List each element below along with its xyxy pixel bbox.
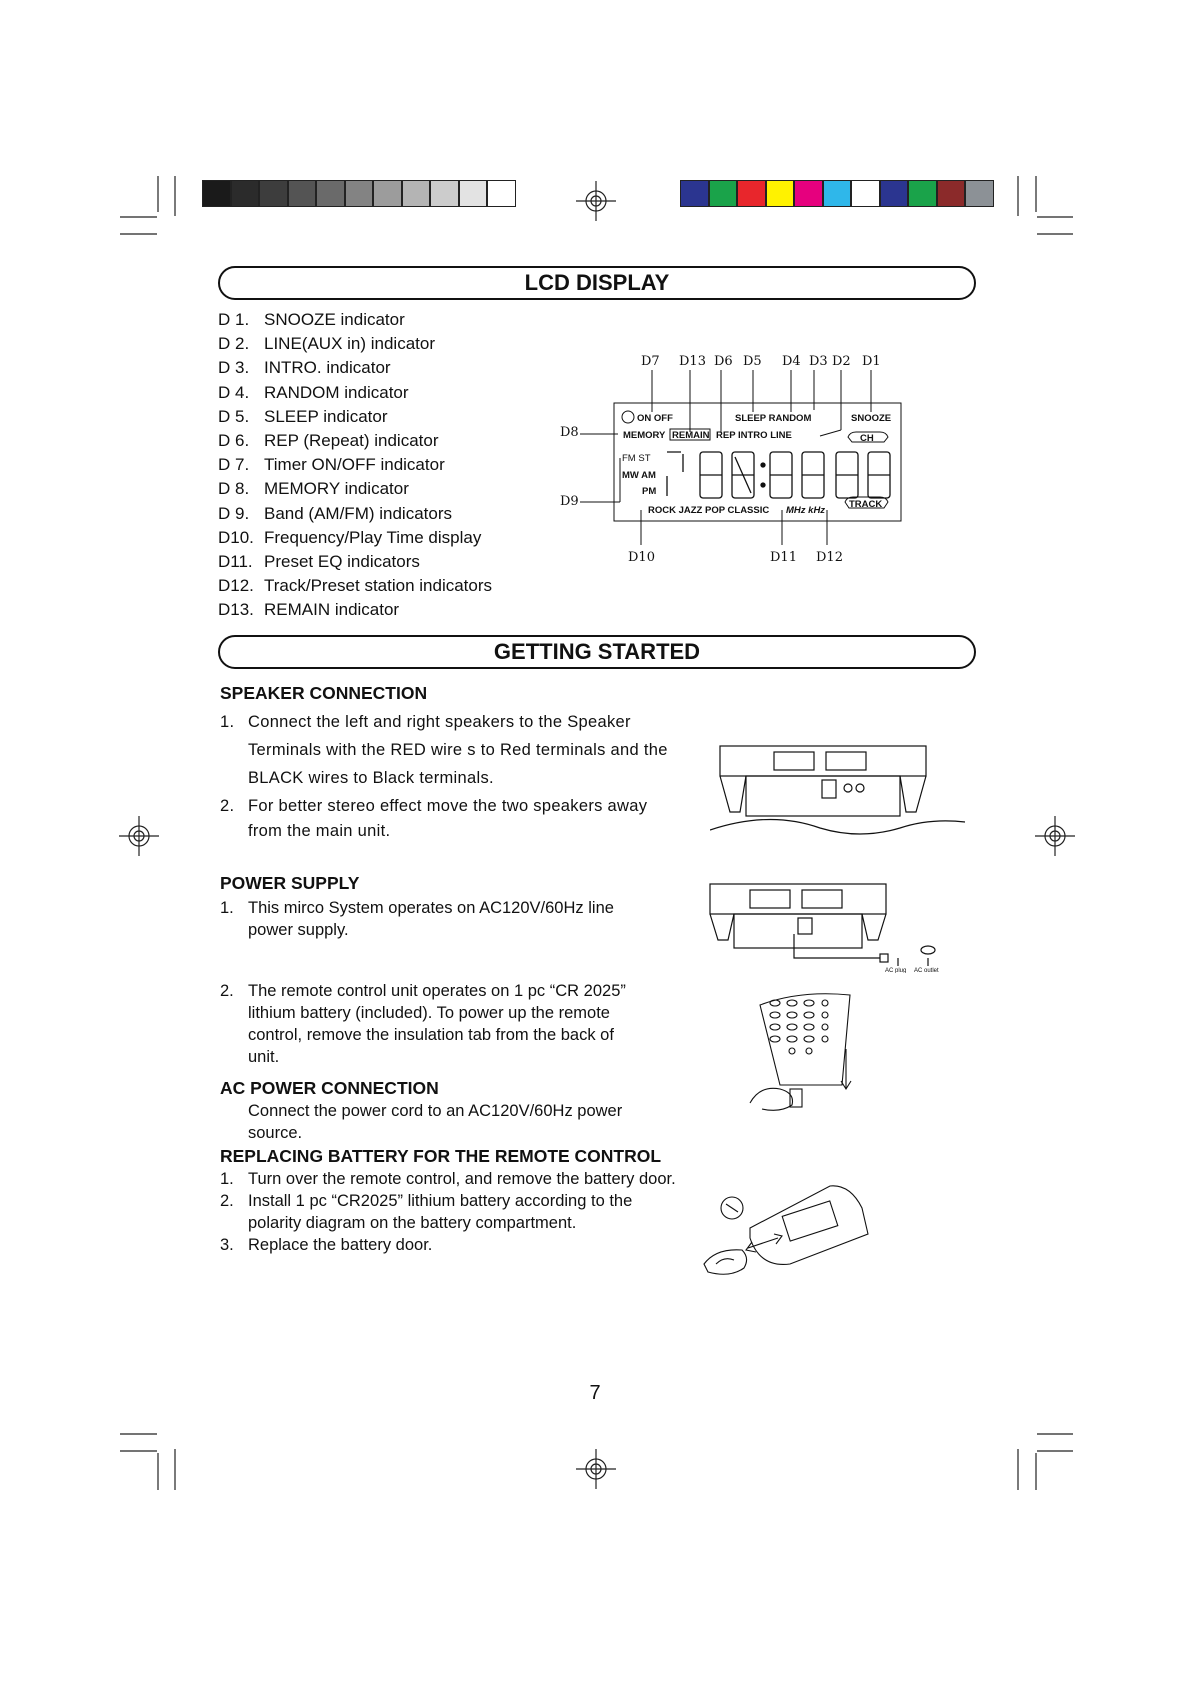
remote-tab-illustration	[740, 985, 870, 1115]
list-item: 1. Connect the left and right speakers to the Speaker	[220, 713, 631, 731]
list-item: 2. Install 1 pc “CR2025” lithium battery according to the	[220, 1192, 633, 1210]
list-item: D 9. Band (AM/FM) indicators	[218, 503, 452, 523]
svg-text:REMAIN: REMAIN	[672, 430, 710, 441]
battery-replacement-illustration	[690, 1178, 880, 1288]
list-item: D10. Frequency/Play Time display	[218, 527, 482, 547]
replacing-battery-heading: REPLACING BATTERY FOR THE REMOTE CONTROL	[220, 1146, 662, 1166]
callout-d6: D6	[714, 354, 733, 369]
svg-text:PM: PM	[642, 486, 657, 497]
list-item: 1. This mirco System operates on AC120V/60Hz line	[220, 899, 614, 917]
svg-text:REP INTRO LINE: REP INTRO LINE	[716, 430, 792, 441]
svg-text:TRACK: TRACK	[849, 499, 883, 510]
list-item: D 2. LINE(AUX in) indicator	[218, 334, 436, 354]
ac-plug-label: AC plug	[885, 968, 907, 973]
speaker-connection-illustration	[710, 740, 970, 840]
getting-started-title: GETTING STARTED	[493, 639, 701, 664]
callout-d4: D4	[782, 354, 801, 369]
speaker-steps: 1. Connect the left and right speakers to the Speaker Terminals with the RED wire s to Red terminals and the BLACK wires to Black terminals. 2. For better stereo effect move the two speakers away from the main unit.	[220, 708, 668, 842]
list-item: 2. The remote control unit operates on 1 pc “CR 2025”	[220, 982, 626, 1000]
callout-d9: D9	[560, 494, 579, 509]
svg-text:SLEEP RANDOM: SLEEP RANDOM	[735, 413, 812, 424]
page-number: 7	[589, 1382, 601, 1404]
svg-text:ROCK JAZZ POP CLASSIC: ROCK JAZZ POP CLASSIC	[648, 505, 770, 516]
svg-text:MHz kHz: MHz kHz	[786, 505, 826, 516]
callout-d2: D2	[832, 354, 851, 369]
callout-d11: D11	[770, 550, 797, 565]
list-item: D 4. RANDOM indicator	[218, 382, 409, 402]
svg-text:FM ST: FM ST	[622, 453, 651, 464]
list-item: D 7. Timer ON/OFF indicator	[218, 455, 445, 475]
battery-steps: 1. Turn over the remote control, and remove the battery door. 2. Install 1 pc “CR2025” lithium battery according to the polarity diagram on the battery compartment. 3. Replace the battery door.	[220, 1170, 676, 1254]
lcd-indicator-text	[622, 413, 891, 516]
list-item: 3. Replace the battery door.	[220, 1236, 433, 1254]
callout-d13: D13	[679, 354, 706, 369]
list-item: 2. For better stereo effect move the two speakers away	[220, 797, 648, 815]
callout-d3: D3	[809, 354, 828, 369]
speaker-connection-heading: SPEAKER CONNECTION	[220, 683, 428, 703]
ac-power-heading: AC POWER CONNECTION	[220, 1078, 439, 1098]
svg-text:CH: CH	[860, 433, 874, 444]
remote-battery-step: 2. The remote control unit operates on 1 pc “CR 2025” lithium battery (included). To power up the remote control, remove the insulation tab from the back of unit.	[220, 982, 626, 1066]
callout-d5: D5	[743, 354, 762, 369]
callout-d12: D12	[816, 550, 843, 565]
callout-d8: D8	[560, 425, 579, 440]
list-item: D 1. SNOOZE indicator	[218, 310, 405, 329]
list-item: D 3. INTRO. indicator	[218, 358, 391, 378]
svg-text:MEMORY: MEMORY	[623, 430, 666, 441]
ac-power-text: Connect the power cord to an AC120V/60Hz power source.	[248, 1102, 623, 1142]
ac-outlet-label: AC outlet	[914, 968, 939, 973]
list-item: D11. Preset EQ indicators	[218, 552, 420, 572]
callout-d7: D7	[641, 354, 660, 369]
list-item: D13. REMAIN indicator	[218, 600, 400, 620]
list-item: D 8. MEMORY indicator	[218, 479, 409, 499]
list-item: D 6. REP (Repeat) indicator	[218, 431, 439, 451]
list-item: 1. Turn over the remote control, and remove the battery door.	[220, 1170, 676, 1188]
list-item: D 5. SLEEP indicator	[218, 406, 388, 426]
list-item: D12. Track/Preset station indicators	[218, 576, 493, 596]
power-supply-illustration	[700, 878, 950, 973]
callout-d10: D10	[628, 550, 655, 565]
getting-started-banner	[218, 635, 976, 669]
svg-text:ON OFF: ON OFF	[637, 413, 673, 424]
power-steps: 1. This mirco System operates on AC120V/60Hz line power supply.	[220, 899, 614, 939]
callout-d1: D1	[862, 354, 881, 369]
svg-text:MW AM: MW AM	[622, 470, 656, 481]
power-supply-heading: POWER SUPPLY	[220, 873, 360, 893]
svg-text:SNOOZE: SNOOZE	[851, 413, 892, 424]
lcd-display-title: LCD DISPLAY	[524, 270, 670, 295]
